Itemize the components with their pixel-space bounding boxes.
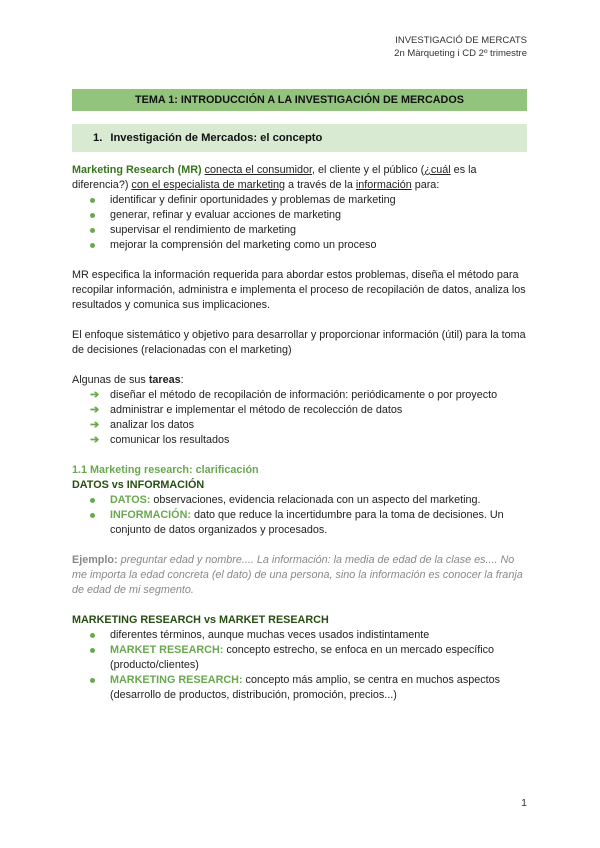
datos-list: [72, 493, 532, 538]
intro-underline-1: conecta el consumidor: [204, 164, 313, 176]
intro-bullet-list: [72, 193, 532, 253]
arrow-icon: ➔: [90, 434, 100, 446]
intro-underline-4: información: [355, 179, 412, 191]
intro-paragraph: [72, 163, 532, 193]
item-text: concepto estrecho, se enfoca en un mercado específico (producto/clientes): [110, 644, 495, 671]
arrow-icon: ➔: [90, 419, 100, 431]
list-item: [72, 643, 532, 673]
item-text: concepto más amplio, se centra en muchos aspectos (desarrollo de productos, distribución, promoción, precios...): [110, 674, 501, 701]
list-item: identificar y definir oportunidades y problemas de marketing: [72, 193, 532, 208]
page-number: 1: [521, 797, 527, 809]
list-item: mejorar la comprensión del marketing como un proceso: [72, 238, 532, 253]
list-item: [72, 418, 532, 433]
item-term: MARKET RESEARCH:: [110, 644, 224, 656]
list-item: [72, 388, 532, 403]
intro-text-1: , el cliente y el público (: [312, 164, 425, 176]
mr-vs-heading: MARKETING RESEARCH vs MARKET RESEARCH: [72, 614, 329, 626]
example-text: preguntar edad y nombre.... La información: la media de edad de la clase es.... No me importa la edad concreta (el dato) de una persona, sino la información es conocer la franja de edad de mi segmento.: [72, 554, 523, 596]
item-term: DATOS:: [110, 494, 151, 506]
subsection-title: 1.1 Marketing research: clarificación: [72, 464, 259, 476]
item-text: dato que reduce la incertidumbre para la toma de decisiones. Un conjunto de datos organizados y procesados.: [110, 509, 504, 536]
tasks-intro-text: Algunas de sus: [72, 374, 149, 386]
enfoque-paragraph: El enfoque sistemático y objetivo para desarrollar y proporcionar información (útil) para la toma de decisiones (relacionadas con el marketing): [72, 329, 526, 356]
list-item: [72, 508, 532, 538]
intro-underline-2: ¿cuál: [424, 164, 451, 176]
mr-paragraph: MR especifica la información requerida para abordar estos problemas, diseña el método para recopilar información, administra e implementa el proceso de recopilación de datos, analiza los resultados y comunica sus implicaciones.: [72, 269, 526, 311]
list-item: [72, 493, 532, 508]
example-paragraph: [72, 553, 532, 598]
header-semester: 2n Màrqueting i CD 2º trimestre: [394, 48, 527, 59]
list-item: diferentes términos, aunque muchas veces usados indistintamente: [72, 628, 532, 643]
section-heading: [72, 124, 527, 152]
list-item: supervisar el rendimiento de marketing: [72, 223, 532, 238]
list-item: [72, 433, 532, 448]
intro-text-4: para:: [411, 179, 440, 191]
intro-text-2: es la diferencia?): [72, 164, 477, 191]
tasks-intro-end: :: [180, 374, 184, 386]
task-text: administrar e implementar el método de recolección de datos: [110, 404, 403, 416]
task-text: comunicar los resultados: [110, 434, 230, 446]
task-text: diseñar el método de recopilación de información: periódicamente o por proyecto: [110, 389, 498, 401]
list-item: generar, refinar y evaluar acciones de marketing: [72, 208, 532, 223]
datos-heading: DATOS vs INFORMACIÓN: [72, 479, 205, 491]
section-title: Investigación de Mercados: el concepto: [110, 132, 323, 144]
item-text: observaciones, evidencia relacionada con un aspecto del marketing.: [150, 494, 481, 506]
section-number: 1.: [93, 132, 103, 144]
item-term: MARKETING RESEARCH:: [110, 674, 243, 686]
list-item: [72, 673, 532, 703]
arrow-icon: ➔: [90, 404, 100, 416]
page-header: [394, 34, 527, 60]
tasks-list: [72, 388, 532, 448]
document-body: [72, 163, 532, 703]
item-term: INFORMACIÓN:: [110, 509, 191, 521]
intro-term: Marketing Research (MR): [72, 164, 202, 176]
arrow-icon: ➔: [90, 389, 100, 401]
intro-text-3: a través de la: [285, 179, 356, 191]
intro-underline-3: con el especialista de marketing: [131, 179, 286, 191]
tasks-intro: [72, 373, 532, 388]
task-text: analizar los datos: [110, 419, 195, 431]
example-label: Ejemplo:: [72, 554, 118, 566]
tasks-intro-bold: tareas: [148, 374, 181, 386]
mr-vs-list: [72, 628, 532, 703]
list-item: [72, 403, 532, 418]
chapter-title: TEMA 1: INTRODUCCIÓN A LA INVESTIGACIÓN DE MERCADOS: [72, 89, 527, 111]
header-course: INVESTIGACIÓ DE MERCATS: [395, 35, 527, 46]
